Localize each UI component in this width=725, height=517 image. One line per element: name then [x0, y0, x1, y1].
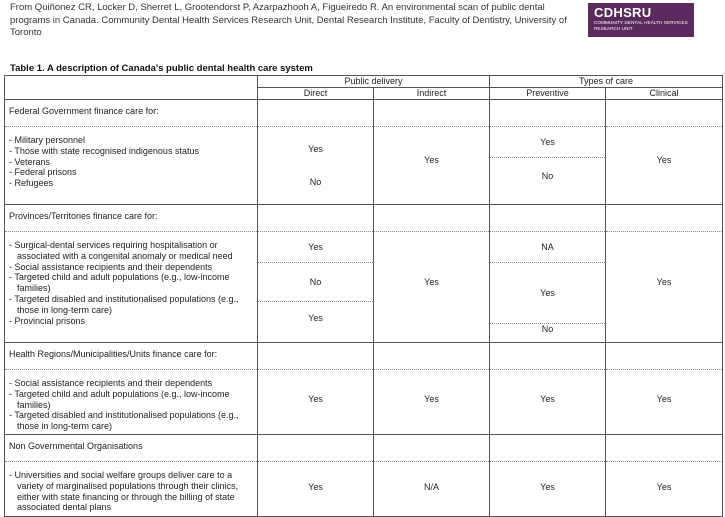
- list-item: - Surgical-dental services requiring hospitalisation or associated with a congenital anomaly or medical need: [9, 240, 233, 261]
- header-row-groups: [5, 76, 723, 88]
- list-item: - Targeted disabled and institutionalised populations (e.g., those in long-term care): [9, 293, 239, 315]
- section-title: Non Governmental Organisations: [5, 435, 257, 462]
- section-row: [5, 343, 723, 435]
- cell-preventive: [490, 100, 606, 205]
- value: Yes: [258, 301, 373, 334]
- dental-care-table: [4, 75, 723, 517]
- section-title: Health Regions/Municipalities/Units finance care for:: [5, 343, 257, 370]
- value: No: [490, 157, 605, 193]
- value: N/A: [423, 482, 439, 492]
- value: No: [490, 323, 605, 334]
- section-title: Federal Government finance care for:: [5, 100, 257, 127]
- list-item: - Refugees: [9, 178, 54, 189]
- header-indirect: Indirect: [374, 88, 490, 100]
- section-items: [5, 370, 257, 432]
- section-description: [5, 435, 258, 517]
- header-preventive: Preventive: [490, 88, 606, 100]
- section-description: [5, 343, 258, 435]
- value: Yes: [656, 482, 672, 492]
- cdhsru-logo: [588, 3, 694, 37]
- cell-indirect: [374, 343, 490, 435]
- cell-clinical: [606, 100, 723, 205]
- section-items: [5, 462, 257, 513]
- value: Yes: [656, 394, 672, 404]
- list-item: - Universities and social welfare groups deliver care to a variety of marginalised populations through their clinics, either with state financing or through the billing of state associated dental plans: [9, 470, 239, 513]
- cell-clinical: [606, 205, 723, 343]
- logo-main-text: CDHSRU: [594, 5, 652, 20]
- value: Yes: [490, 262, 605, 323]
- value: Yes: [540, 137, 555, 147]
- value: Yes: [424, 155, 439, 165]
- value: No: [309, 177, 322, 187]
- list-item: - Social assistance recipients and their dependents: [9, 261, 213, 272]
- value: Yes: [540, 482, 555, 492]
- value: Yes: [424, 277, 439, 287]
- cell-clinical: [606, 435, 723, 517]
- list-item: - Targeted disabled and institutionalised populations (e.g., those in long-term care): [9, 410, 239, 432]
- section-items: [5, 127, 257, 189]
- list-item: - Targeted child and adult populations (e.g., low-income families): [9, 388, 230, 410]
- value: Yes: [656, 155, 672, 165]
- value: Yes: [308, 144, 323, 154]
- section-row: [5, 205, 723, 343]
- value: Yes: [308, 394, 323, 404]
- value: NA: [541, 242, 554, 252]
- value: Yes: [308, 242, 323, 252]
- value: Yes: [424, 394, 439, 404]
- header-types-of-care: Types of care: [490, 76, 723, 88]
- header-blank: [5, 76, 258, 88]
- header-clinical: Clinical: [606, 88, 723, 100]
- header-direct: Direct: [258, 88, 374, 100]
- list-item: - Social assistance recipients and their dependents: [9, 378, 213, 388]
- list-item: - Provincial prisons: [9, 315, 86, 326]
- list-item: - Targeted child and adult populations (e.g., low-income families): [9, 272, 230, 294]
- section-row: [5, 435, 723, 517]
- list-item: - Veterans: [9, 156, 51, 167]
- cell-indirect: [374, 435, 490, 517]
- cell-preventive: [490, 205, 606, 343]
- header-blank-2: [5, 88, 258, 100]
- cell-direct: [258, 343, 374, 435]
- cell-preventive: [490, 343, 606, 435]
- section-row: [5, 100, 723, 205]
- cell-direct: [258, 100, 374, 205]
- cell-clinical: [606, 343, 723, 435]
- header-public-delivery: Public delivery: [258, 76, 490, 88]
- cell-indirect: [374, 205, 490, 343]
- header-row-columns: [5, 88, 723, 100]
- cell-direct: [258, 435, 374, 517]
- cell-preventive: [490, 435, 606, 517]
- value: Yes: [656, 277, 672, 287]
- value: Yes: [308, 482, 323, 492]
- table-title: Table 1. A description of Canada's public dental health care system: [10, 63, 313, 74]
- value: No: [258, 262, 373, 301]
- list-item: - Military personnel: [9, 135, 86, 145]
- list-item: - Federal prisons: [9, 167, 77, 178]
- cell-direct: [258, 205, 374, 343]
- cell-indirect: [374, 100, 490, 205]
- logo-sub-text: COMMUNITY DENTAL HEALTH SERVICES RESEARCH UNIT: [594, 20, 688, 31]
- citation-text: From Quiñonez CR, Locker D, Sherret L, Grootendorst P, Azarpazhooh A, Figueiredo R. An environmental scan of public dental programs in Canada. Community Dental Health Services Research Unit, Dental Research Institute, Faculty of Dentistry, University of Toronto: [10, 2, 567, 38]
- value: Yes: [540, 394, 555, 404]
- list-item: - Those with state recognised indigenous status: [9, 145, 199, 156]
- section-description: [5, 100, 258, 205]
- section-description: [5, 205, 258, 343]
- section-items: [5, 232, 257, 326]
- section-title: Provinces/Territories finance care for:: [5, 205, 257, 232]
